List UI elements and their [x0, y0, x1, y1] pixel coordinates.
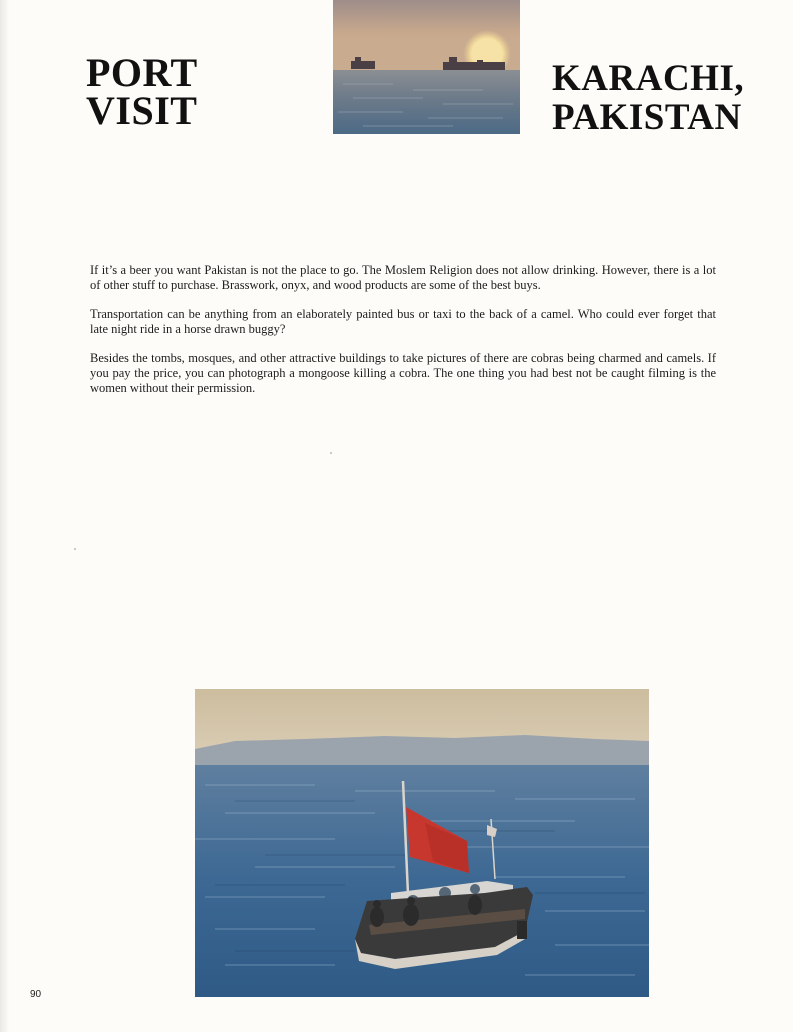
boat-with-flag-photo	[195, 689, 649, 997]
print-speck	[330, 452, 332, 454]
heading-karachi-line2: PAKISTAN	[552, 97, 742, 138]
heading-karachi-pakistan	[552, 59, 744, 137]
paragraph-transportation: Transportation can be anything from an elaborately painted bus or taxi to the back of a camel. Who could ever forget that late night ride in a horse drawn buggy?	[90, 307, 716, 336]
heading-port-visit-line1: PORT	[86, 50, 198, 95]
heading-port-visit-line2: VISIT	[86, 88, 198, 133]
heading-port-visit	[86, 50, 198, 133]
sunset-ships-photo	[333, 0, 520, 134]
heading-karachi-line1: KARACHI,	[552, 58, 745, 99]
page-binding-edge	[0, 0, 9, 1032]
paragraph-shopping: If it’s a beer you want Pakistan is not the place to go. The Moslem Religion does not allow drinking. However, there is a lot of other stuff to purchase. Brasswork, onyx, and wood products are some of the best buys.	[90, 263, 716, 292]
print-speck	[74, 548, 76, 550]
paragraph-sights: Besides the tombs, mosques, and other attractive buildings to take pictures of there are cobras being charmed and camels. If you pay the price, you can photograph a mongoose killing a cobra. The one thing you had best not be caught filming is the women without their permission.	[90, 351, 716, 395]
article-body	[90, 263, 716, 410]
page-number: 90	[30, 989, 42, 1000]
